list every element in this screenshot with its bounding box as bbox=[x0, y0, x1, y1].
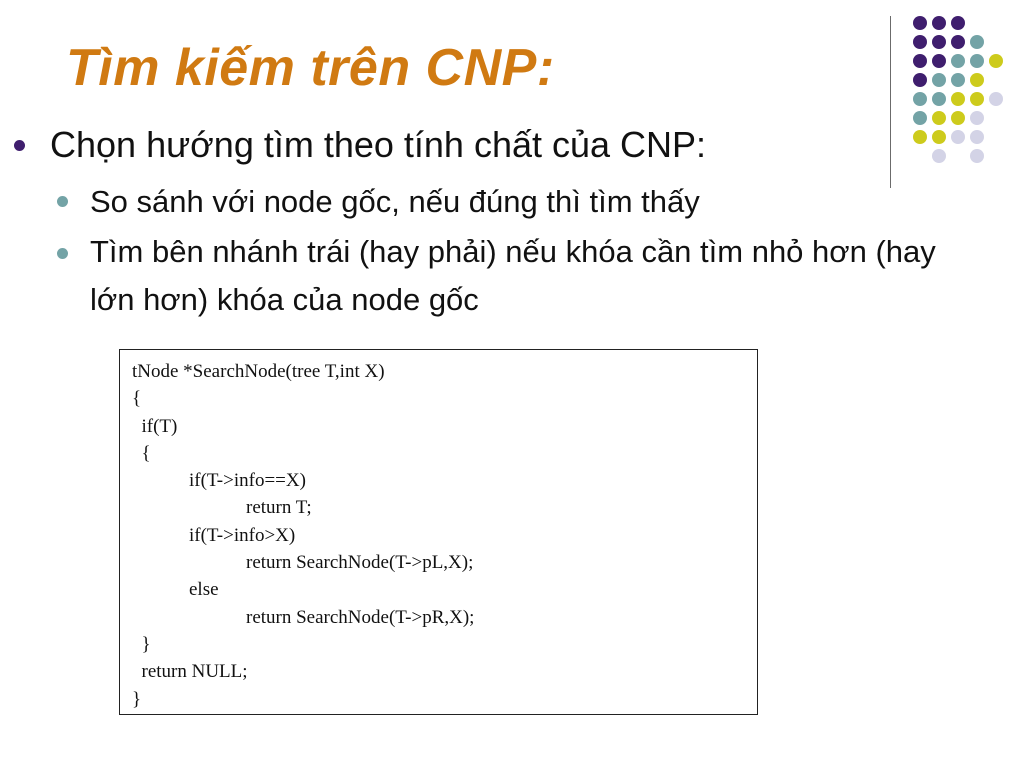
decorative-dot bbox=[913, 54, 927, 68]
decorative-dot bbox=[951, 92, 965, 106]
decorative-dot bbox=[932, 149, 946, 163]
decorative-dot bbox=[970, 111, 984, 125]
decorative-dot bbox=[932, 111, 946, 125]
code-line: return SearchNode(T->pR,X); bbox=[132, 606, 475, 628]
bullet-level1: Chọn hướng tìm theo tính chất của CNP: bbox=[50, 124, 707, 165]
code-line: if(T) bbox=[132, 415, 178, 437]
decorative-dot bbox=[932, 92, 946, 106]
code-line: if(T->info==X) bbox=[132, 470, 306, 492]
bullet-marker bbox=[14, 140, 25, 151]
decorative-dot bbox=[989, 54, 1003, 68]
code-line: { bbox=[132, 442, 151, 464]
decorative-dot bbox=[913, 92, 927, 106]
decorative-dot bbox=[951, 111, 965, 125]
slide-title: Tìm kiếm trên CNP: bbox=[66, 39, 555, 97]
decorative-dot bbox=[932, 73, 946, 87]
decorative-dot bbox=[951, 73, 965, 87]
decorative-dot bbox=[913, 111, 927, 125]
decorative-dot bbox=[932, 54, 946, 68]
decorative-dot bbox=[970, 149, 984, 163]
decorative-dot bbox=[951, 35, 965, 49]
decorative-dot bbox=[913, 73, 927, 87]
decorative-dot bbox=[932, 130, 946, 144]
decorative-dot bbox=[951, 16, 965, 30]
decorative-dot bbox=[951, 54, 965, 68]
decorative-dot-grid bbox=[0, 0, 1024, 200]
code-line: } bbox=[132, 688, 142, 710]
decorative-dot bbox=[913, 130, 927, 144]
code-block bbox=[119, 349, 758, 715]
decorative-dot bbox=[989, 92, 1003, 106]
code-listing bbox=[132, 358, 474, 713]
code-line: return NULL; bbox=[132, 661, 248, 683]
code-line: { bbox=[132, 388, 142, 410]
code-line: if(T->info>X) bbox=[132, 524, 296, 546]
decorative-dot bbox=[932, 35, 946, 49]
decorative-dot bbox=[913, 16, 927, 30]
decorative-dot bbox=[951, 130, 965, 144]
code-line: return SearchNode(T->pL,X); bbox=[132, 552, 474, 574]
code-line: tNode *SearchNode(tree T,int X) bbox=[132, 361, 385, 382]
decorative-dot bbox=[970, 92, 984, 106]
decorative-dot bbox=[970, 130, 984, 144]
decorative-dot bbox=[913, 35, 927, 49]
decorative-dot bbox=[932, 16, 946, 30]
bullet-level2: Tìm bên nhánh trái (hay phải) nếu khóa cần tìm nhỏ hơn (hay lớn hơn) khóa của node gốc bbox=[90, 234, 936, 317]
decorative-dot bbox=[970, 54, 984, 68]
decorative-dot bbox=[970, 35, 984, 49]
code-line: else bbox=[132, 579, 219, 601]
bullet-marker bbox=[57, 248, 68, 259]
code-line: return T; bbox=[132, 497, 312, 519]
code-line: } bbox=[132, 633, 151, 655]
bullet-marker bbox=[57, 196, 68, 207]
bullet-level2: So sánh với node gốc, nếu đúng thì tìm thấy bbox=[90, 184, 700, 219]
decorative-dot bbox=[970, 73, 984, 87]
